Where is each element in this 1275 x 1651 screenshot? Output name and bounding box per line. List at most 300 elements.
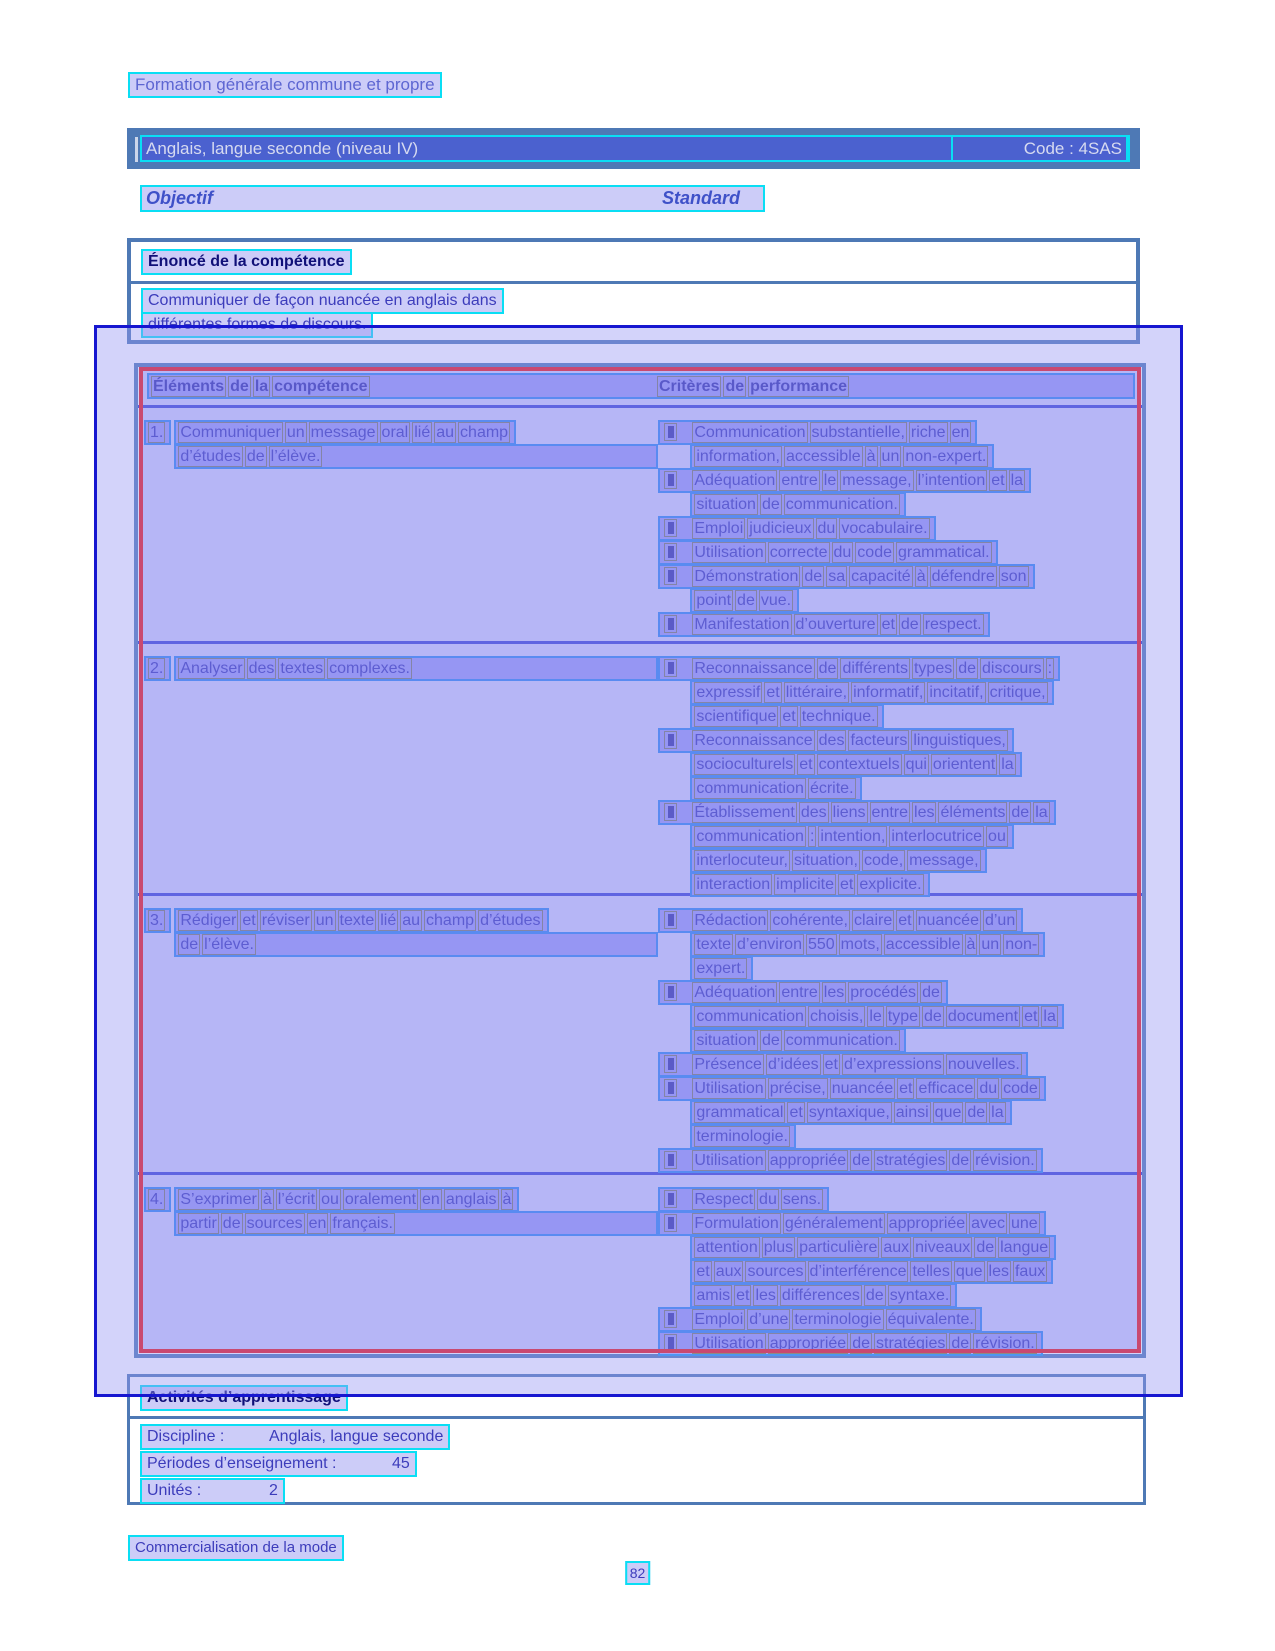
word-box: et: [898, 912, 912, 929]
bullet-marker-icon: [664, 1079, 677, 1097]
bullet-marker-icon: [664, 615, 677, 633]
criterion-line: [690, 680, 1053, 705]
word-box: terminologie: [794, 1311, 882, 1328]
bullet-glyph: [668, 914, 674, 926]
element-line: [174, 444, 658, 469]
word-box: réviser: [261, 912, 310, 929]
criterion: [658, 908, 1142, 980]
criterion: [658, 656, 1142, 728]
criterion: [658, 420, 1142, 468]
word-box: interaction: [696, 876, 771, 893]
element-lines: [174, 420, 658, 468]
word-box: respect.: [924, 616, 982, 633]
word-box: un: [981, 936, 1000, 953]
standard-label: Standard: [662, 188, 741, 208]
field-row: [140, 1424, 1143, 1450]
word-box: correcte: [769, 544, 828, 561]
line-block: [174, 656, 658, 680]
word-box: de: [1011, 804, 1030, 821]
word-box: de: [976, 1239, 995, 1256]
element-number: [144, 908, 171, 933]
line-block: [690, 752, 1142, 776]
table-row: [138, 641, 1142, 893]
word-box: et: [839, 876, 854, 893]
element-line: [174, 1211, 658, 1236]
bullet-marker-icon: [664, 911, 677, 929]
criterion-line: [690, 1124, 796, 1149]
bullet-glyph: [668, 618, 674, 630]
criterion-line: [690, 1259, 1053, 1284]
line-block: [174, 1211, 658, 1235]
element-cell: [138, 1175, 658, 1353]
word-box: du: [759, 1191, 777, 1208]
word-box: et: [899, 1080, 913, 1097]
enonce-line: différentes formes de discours.: [141, 312, 373, 338]
word-box: précise,: [769, 1080, 826, 1097]
criterion-line: [658, 1307, 982, 1332]
bullet-marker-icon: [664, 1190, 677, 1208]
word-box: un: [315, 912, 334, 929]
bullet-glyph: [668, 426, 674, 438]
criterion-line: [658, 728, 1014, 753]
word-box: efficace: [918, 1080, 974, 1097]
criterion: [658, 564, 1142, 612]
element-line: [174, 420, 516, 445]
word-box: les: [755, 1287, 776, 1304]
word-box: ou: [321, 1191, 339, 1208]
element-lines: [174, 656, 658, 680]
word-box: et: [782, 708, 796, 725]
word-box: l’élève.: [270, 448, 321, 465]
line-block: [658, 1331, 1142, 1355]
word-box: vue.: [760, 592, 792, 609]
activites-box: [127, 1374, 1146, 1505]
word-box: stratégies: [876, 1152, 946, 1169]
line-block: [690, 848, 1142, 872]
bullet-marker-icon: [664, 983, 677, 1001]
word-box: de: [804, 568, 823, 585]
word-box: des: [248, 660, 275, 677]
word-box: niveaux: [915, 1239, 971, 1256]
field-value: 2: [269, 1482, 278, 1499]
word-box: attention: [696, 1239, 758, 1256]
word-box: à: [502, 1191, 512, 1208]
word-box: de: [725, 378, 745, 395]
bullet-marker-icon: [664, 1055, 677, 1073]
word-box: communication: [696, 780, 804, 797]
line-block: [690, 1004, 1142, 1028]
word-box: et: [696, 1263, 710, 1280]
element-cell: [138, 644, 658, 893]
word-box: terminologie.: [696, 1128, 788, 1145]
word-box: performance: [750, 378, 848, 395]
criterion: [658, 612, 1142, 636]
word-box: code: [1003, 1080, 1038, 1097]
activites-header-row: [130, 1377, 1143, 1419]
word-box: communication.: [785, 496, 898, 513]
criterion-line: [690, 872, 929, 897]
word-box: communication: [696, 828, 804, 845]
word-box: l’élève.: [204, 936, 254, 953]
line-block: [690, 824, 1142, 848]
criterion-line: [658, 564, 1034, 589]
criterion-line: [690, 1004, 1064, 1029]
bullet-marker-icon: [664, 1151, 677, 1169]
word-box: riche: [910, 424, 946, 441]
element-first-line: [144, 656, 658, 681]
word-box: Adéquation: [694, 472, 776, 489]
field-label: Périodes d’enseignement :: [147, 1455, 337, 1472]
word-box: 2.: [150, 660, 164, 677]
word-box: d’études: [180, 448, 241, 465]
criterion-line: [658, 1052, 1028, 1077]
element-line: [174, 1187, 519, 1212]
line-block: [690, 872, 1142, 896]
criterion-line: [658, 908, 1023, 933]
word-box: expressif: [696, 684, 761, 701]
line-block: [658, 516, 1142, 540]
line-block: [658, 1187, 1142, 1211]
word-box: défendre: [931, 568, 995, 585]
word-box: expert.: [696, 960, 746, 977]
word-box: nouvelles.: [947, 1056, 1020, 1073]
criterion-line: [690, 1235, 1056, 1260]
criteria-cell: [658, 408, 1142, 641]
line-block: [690, 932, 1142, 956]
word-box: à: [262, 1191, 272, 1208]
word-box: de: [818, 660, 837, 677]
word-box: critique,: [989, 684, 1046, 701]
word-box: accessible: [785, 448, 861, 465]
element-line: [174, 656, 658, 681]
bullet-glyph: [668, 1217, 674, 1229]
word-box: Reconnaissance: [694, 660, 813, 677]
word-box: champ: [460, 424, 509, 441]
criterion-line: [658, 1076, 1045, 1101]
word-box: la: [254, 378, 269, 395]
word-box: nuancée: [831, 1080, 894, 1097]
word-box: qui: [905, 756, 927, 773]
word-box: Démonstration: [694, 568, 799, 585]
word-box: Présence: [694, 1056, 762, 1073]
field-label: Discipline :: [147, 1428, 225, 1445]
word-box: de: [737, 592, 755, 609]
line-block: [658, 1076, 1142, 1100]
objectif-label: Objectif: [146, 188, 214, 208]
word-box: Communiquer: [180, 424, 281, 441]
bullet-marker-icon: [664, 567, 677, 585]
word-box: interlocutrice: [891, 828, 983, 845]
line-block: [658, 656, 1142, 680]
cursor-tick-icon: [135, 137, 138, 162]
criterion-line: [658, 656, 1060, 681]
word-box: et: [799, 756, 813, 773]
enonce-heading: Énoncé de la compétence: [141, 249, 352, 275]
word-box: facteurs: [850, 732, 908, 749]
word-box: de: [951, 1152, 970, 1169]
word-box: en: [951, 424, 970, 441]
bullet-marker-icon: [664, 731, 677, 749]
line-block: [690, 1235, 1142, 1259]
word-box: lié: [414, 424, 431, 441]
table-header-row: [138, 367, 1142, 405]
word-box: des: [818, 732, 845, 749]
word-box: généralement: [784, 1215, 883, 1232]
word-box: les: [988, 1263, 1009, 1280]
word-box: et: [789, 1104, 803, 1121]
word-box: accessible: [885, 936, 961, 953]
table-header-line-box: [147, 373, 1135, 399]
word-box: procédés: [850, 984, 917, 1001]
word-box: amis: [696, 1287, 731, 1304]
word-box: du: [833, 544, 852, 561]
word-box: à: [916, 568, 926, 585]
line-block: [658, 800, 1142, 824]
word-box: l’intention: [917, 472, 986, 489]
word-box: champ: [426, 912, 475, 929]
criterion-line: [658, 1331, 1042, 1356]
word-box: 550: [807, 936, 835, 953]
enonce-body: [131, 284, 1136, 336]
word-box: scientifique: [696, 708, 777, 725]
criterion-line: [690, 588, 799, 613]
bullet-glyph: [668, 474, 674, 486]
word-box: le: [869, 1008, 882, 1025]
word-box: 3.: [150, 912, 164, 929]
word-box: type: [887, 1008, 919, 1025]
word-box: liens: [832, 804, 866, 821]
word-box: syntaxe.: [889, 1287, 950, 1304]
criterion: [658, 1187, 1142, 1211]
criterion-line: [658, 980, 948, 1005]
line-block: [690, 1100, 1142, 1124]
word-box: à: [866, 448, 876, 465]
word-box: que: [955, 1263, 983, 1280]
criterion-line: [690, 1283, 957, 1308]
word-box: 4.: [150, 1191, 164, 1208]
word-box: un: [286, 424, 305, 441]
table-row: [138, 893, 1142, 1172]
word-box: oral: [381, 424, 409, 441]
table-row: [138, 405, 1142, 641]
word-box: avec: [971, 1215, 1005, 1232]
col1-header: [151, 376, 372, 397]
word-box: de: [951, 1335, 970, 1352]
word-box: ou: [988, 828, 1006, 845]
criterion: [658, 1211, 1142, 1307]
word-box: entre: [781, 984, 818, 1001]
table-rows: [138, 405, 1142, 1353]
word-box: compétence: [274, 378, 368, 395]
footer-program: Commercialisation de la mode: [128, 1535, 344, 1561]
course-code: Code : 4SAS: [951, 135, 1128, 162]
word-box: mots,: [840, 936, 880, 953]
word-box: de: [922, 984, 940, 1001]
criterion-line: [690, 776, 861, 801]
objectif-standard-row: [140, 185, 765, 212]
word-box: aux: [715, 1263, 742, 1280]
word-box: en: [422, 1191, 440, 1208]
word-box: et: [991, 472, 1005, 489]
word-box: français.: [332, 1215, 393, 1232]
word-box: d’une: [749, 1311, 789, 1328]
element-lines: [174, 1187, 658, 1235]
word-box: sources: [246, 1215, 303, 1232]
word-box: types: [913, 660, 953, 677]
element-first-line: [144, 1187, 658, 1235]
word-box: d’ouverture: [795, 616, 876, 633]
word-box: au: [436, 424, 455, 441]
word-box: différences: [781, 1287, 860, 1304]
criteria-cell: [658, 1175, 1142, 1353]
bullet-glyph: [668, 1313, 674, 1325]
criterion-line: [690, 752, 1021, 777]
word-box: informatif,: [853, 684, 924, 701]
criterion-line: [690, 848, 986, 873]
word-box: explicite.: [859, 876, 922, 893]
criterion-line: [658, 612, 989, 637]
line-block: [690, 956, 1142, 980]
word-box: Utilisation: [694, 544, 764, 561]
word-box: cohérente,: [772, 912, 848, 929]
element-number: [144, 420, 171, 445]
word-box: Rédiger: [180, 912, 237, 929]
word-box: de: [900, 616, 919, 633]
word-box: interlocuteur,: [696, 852, 788, 869]
word-box: texte: [696, 936, 732, 953]
element-first-line: [144, 420, 658, 468]
element-number: [144, 656, 171, 681]
word-box: d’études: [480, 912, 541, 929]
word-box: littéraire,: [785, 684, 848, 701]
field-row: [140, 1478, 1143, 1504]
word-box: S’exprimer: [180, 1191, 257, 1208]
word-box: appropriée: [888, 1215, 966, 1232]
word-box: texte: [339, 912, 375, 929]
criteria-cell: [658, 896, 1142, 1172]
word-box: la: [1010, 472, 1024, 489]
word-box: judicieux: [749, 520, 812, 537]
criterion: [658, 1307, 1142, 1331]
word-box: lié: [380, 912, 397, 929]
word-box: de: [230, 378, 249, 395]
word-box: la: [991, 1104, 1004, 1121]
word-box: ainsi: [895, 1104, 929, 1121]
word-box: implicite: [776, 876, 834, 893]
criterion-line: [658, 1211, 1045, 1236]
criterion-line: [690, 956, 753, 981]
word-box: de: [246, 448, 265, 465]
word-box: un: [881, 448, 900, 465]
word-box: entre: [781, 472, 818, 489]
line-block: [690, 1283, 1142, 1307]
activites-body: [130, 1419, 1143, 1504]
word-box: code: [857, 544, 892, 561]
word-box: communication.: [785, 1032, 898, 1049]
criterion: [658, 516, 1142, 540]
line-block: [658, 612, 1142, 636]
word-box: de: [852, 1335, 870, 1352]
word-box: message: [310, 424, 376, 441]
criterion-line: [658, 1148, 1042, 1173]
word-box: du: [817, 520, 836, 537]
line-block: [690, 1028, 1142, 1052]
word-box: et: [1024, 1008, 1038, 1025]
bullet-marker-icon: [664, 659, 677, 677]
word-box: Éléments: [153, 378, 225, 395]
bullet-marker-icon: [664, 519, 677, 537]
word-box: communication: [696, 1008, 804, 1025]
activites-heading: Activités d’apprentissage: [140, 1385, 348, 1411]
word-box: anglais: [445, 1191, 497, 1208]
word-box: document: [947, 1008, 1019, 1025]
line-block: [690, 1259, 1142, 1283]
word-box: partir: [180, 1215, 217, 1232]
word-box: les: [823, 984, 845, 1001]
criterion-line: [690, 704, 883, 729]
word-box: la: [1043, 1008, 1056, 1025]
word-box: 1.: [150, 424, 164, 441]
word-box: non-expert.: [905, 448, 987, 465]
line-block: [174, 420, 658, 444]
word-box: d’interférence: [809, 1263, 907, 1280]
criterion: [658, 1148, 1142, 1172]
field-row: [140, 1451, 1143, 1477]
element-line: [174, 932, 658, 957]
word-box: et: [824, 1056, 838, 1073]
word-box: point: [696, 592, 732, 609]
word-box: linguistiques,: [913, 732, 1006, 749]
field-value: 45: [392, 1455, 410, 1472]
word-box: Reconnaissance: [694, 732, 813, 749]
word-box: stratégies: [876, 1335, 946, 1352]
competence-table: [134, 363, 1146, 1358]
element-number: [144, 1187, 171, 1212]
word-box: non-: [1005, 936, 1038, 953]
criterion: [658, 728, 1142, 800]
line-block: [658, 1307, 1142, 1331]
criterion-line: [690, 1100, 1011, 1125]
word-box: complexes.: [329, 660, 410, 677]
bullet-glyph: [668, 734, 674, 746]
line-block: [658, 1148, 1142, 1172]
section-header: Formation générale commune et propre: [128, 72, 442, 98]
word-box: plus: [763, 1239, 794, 1256]
bullet-glyph: [668, 1193, 674, 1205]
bullet-glyph: [668, 570, 674, 582]
word-box: Manifestation: [694, 616, 790, 633]
word-box: du: [979, 1080, 998, 1097]
word-box: de: [865, 1287, 884, 1304]
word-box: aux: [883, 1239, 910, 1256]
bullet-glyph: [668, 986, 674, 998]
criterion-line: [658, 516, 935, 541]
line-block: [174, 908, 658, 932]
line-block: [174, 444, 658, 468]
line-block: [658, 564, 1142, 588]
bullet-marker-icon: [664, 803, 677, 821]
criterion: [658, 1052, 1142, 1076]
criterion-line: [690, 932, 1045, 957]
line-block: [690, 704, 1142, 728]
bullet-marker-icon: [664, 543, 677, 561]
word-box: capacité: [851, 568, 911, 585]
word-box: Rédaction: [694, 912, 767, 929]
word-box: révision.: [975, 1335, 1035, 1352]
field-value: Anglais, langue seconde: [269, 1428, 444, 1445]
criterion-line: [658, 1187, 829, 1212]
bullet-marker-icon: [664, 1214, 677, 1232]
